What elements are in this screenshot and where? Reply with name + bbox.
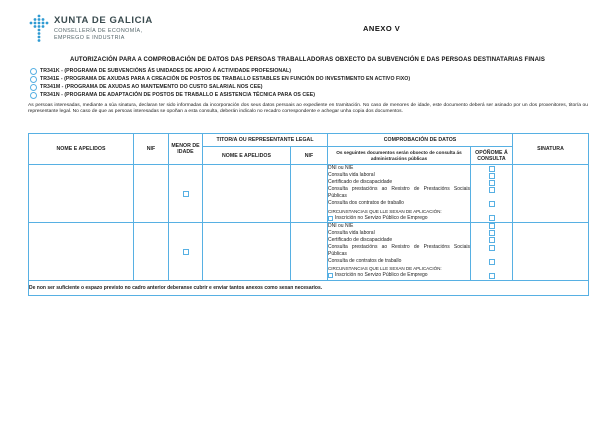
document-item: Consulta de contratos de traballo [328,258,402,265]
col-header-documents: Os seguintes documentos serán obxecto de consulta ás administracións públicas [328,147,471,165]
nif-input-cell[interactable] [134,165,169,223]
oppose-checkbox-contratos[interactable] [489,259,495,265]
document-item: DNI ou NIE [328,222,354,229]
minor-checkbox[interactable] [183,191,189,197]
nif-input-cell[interactable] [134,222,169,280]
group-header-verification: COMPROBACIÓN DE DATOS [328,134,513,147]
circumstance-option-label: Inscrición no Servizo Público de Emprego [335,214,428,221]
oppose-checkbox-dni[interactable] [489,223,495,229]
inscription-checkbox[interactable] [328,216,333,221]
circumstance-option [328,272,470,279]
program-label: TR341M - (PROGRAMA DE AXUDAS AO MANTEMENTO DO CUSTO SALARIAL NOS CEE) [40,84,263,90]
oppose-cell [471,165,513,223]
program-option-tr341k [30,67,410,75]
oppose-checkbox-inscricion[interactable] [489,273,495,279]
col-header-guardian-name: NOME E APELIDOS [203,147,291,165]
guardian-nif-input-cell[interactable] [291,222,328,280]
circumstance-option [328,215,470,222]
brand-title: XUNTA DE GALICIA [54,15,153,26]
group-header-guardian: TITOR/A OU REPRESENTANTE LEGAL [203,134,328,147]
document-item: Consulta vida laboral [328,172,375,179]
oppose-checkbox-prestacions[interactable] [489,187,495,193]
circumstance-option-label: Inscrición no Servizo Público de Emprego [335,272,428,279]
program-radio-tr341e[interactable] [30,76,37,83]
authorization-table [28,133,589,296]
oppose-checkbox-inscricion[interactable] [489,215,495,221]
program-label: TR341N - (PROGRAMA DE ADAPTACIÓN DE POSTOS DE TRABALLO E ASISTENCIA TÉCNICA PARA OS CEE) [40,92,316,98]
annex-label: ANEXO V [363,24,401,33]
program-list [30,67,410,99]
documents-cell [328,222,471,280]
oppose-checkbox-contratos[interactable] [489,201,495,207]
inscription-checkbox[interactable] [328,273,333,278]
col-header-signature: SINATURA [513,134,589,165]
document-item: Certificado de discapacidade [328,236,393,243]
document-item: Consulta prestacións ao Rexistro de Prestacións Sociais Públicas [328,186,470,200]
guardian-name-input-cell[interactable] [203,222,291,280]
xunta-de-galicia-logo-icon [28,13,50,44]
circumstances-heading: CIRCUNSTANCIAS QUE LLE SEXAN DE APLICACIÓN: [328,266,442,272]
documents-cell [328,165,471,223]
signature-cell[interactable] [513,222,589,280]
minor-checkbox[interactable] [183,249,189,255]
program-label: TR341K - (PROGRAMA DE SUBVENCIÓNS ÁS UNIDADES DE APOIO Á ACTIVIDADE PROFESIONAL) [40,68,292,74]
oppose-checkbox-dni[interactable] [489,166,495,172]
oppose-checkbox-discapacidade[interactable] [489,180,495,186]
oppose-cell [471,222,513,280]
name-input-cell[interactable] [29,222,134,280]
program-radio-tr341k[interactable] [30,68,37,75]
col-header-guardian-nif: NIF [291,147,328,165]
department-line-2: EMPREGO E INDUSTRIA [54,35,125,41]
program-radio-tr341m[interactable] [30,84,37,91]
circumstances-heading: CIRCUNSTANCIAS QUE LLE SEXAN DE APLICACIÓN: [328,208,442,214]
document-item: DNI ou NIE [328,165,354,171]
program-option-tr341n [30,91,410,99]
col-header-minor: MENOR DE IDADE [169,134,203,165]
table-row [29,165,589,223]
oppose-checkbox-prestacions[interactable] [489,245,495,251]
col-header-nif: NIF [134,134,169,165]
department-line-1: CONSELLERÍA DE ECONOMÍA, [54,27,143,34]
document-item: Consulta dos contratos de traballo [328,200,404,207]
intro-paragraph: As persoas interesadas, mediante a súa sinatura, declaran ter sido informadas da incorporación dos seus datos persoais ao expediente en tramitación. No caso de menores de idade, este documento deberá ser asinado por un dos proxenitores, titor/a ou representante legal. No caso de que as persoas interesadas se opoñan a esta consulta, deberán indicalo no recadro correspondente e achegar unha copia dos documentos. [28,103,588,114]
col-header-oppose: OPÓÑOME Á CONSULTA [471,147,513,165]
brand-block [54,15,153,41]
document-item: Consulta prestacións ao Rexistro de Prestacións Sociais Públicas [328,244,470,258]
name-input-cell[interactable] [29,165,134,223]
col-header-name: NOME E APELIDOS [29,134,134,165]
form-title: AUTORIZACIÓN PARA A COMPROBACIÓN DE DATOS DAS PERSOAS TRABALLADORAS OBXECTO DA SUBVENCIÓN E DAS PERSOAS DESTINATARIAS FINAIS [70,57,545,63]
oppose-checkbox-vida-laboral[interactable] [489,230,495,236]
program-label: TR341E - (PROGRAMA DE AXUDAS PARA A CREACIÓN DE POSTOS DE TRABALLO ESTABLES EN FUNCIÓN DO INVESTIMENTO EN ACTIVO FIXO) [40,76,411,82]
guardian-nif-input-cell[interactable] [291,165,328,223]
signature-cell[interactable] [513,165,589,223]
program-radio-tr341n[interactable] [30,92,37,99]
document-item: Consulta vida laboral [328,229,375,236]
oppose-checkbox-vida-laboral[interactable] [489,173,495,179]
document-item: Certificado de discapacidade [328,179,393,186]
footer-note: De non ser suficiente o espazo previsto no cadro anterior deberanse cubrir e enviar tantos anexos como sexan necesarios. [29,280,589,295]
oppose-checkbox-discapacidade[interactable] [489,237,495,243]
program-option-tr341m [30,83,410,91]
table-row [29,222,589,280]
guardian-name-input-cell[interactable] [203,165,291,223]
minor-cell [169,222,203,280]
minor-cell [169,165,203,223]
program-option-tr341e [30,75,410,83]
